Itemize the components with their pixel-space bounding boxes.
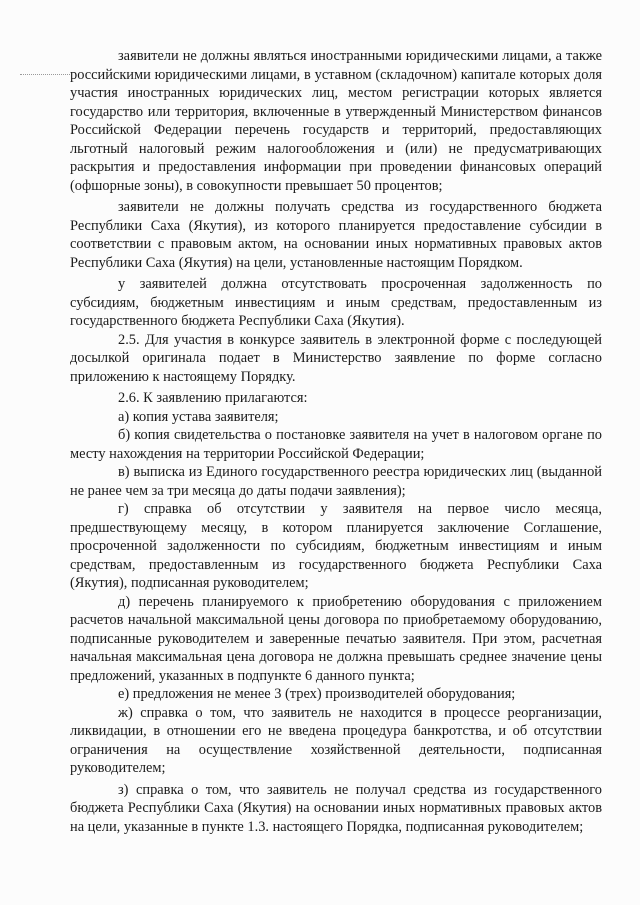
list-item-e: е) предложения не менее 3 (трех) производителей оборудования; (118, 686, 516, 702)
paragraph-2-5: 2.5. Для участия в конкурсе заявитель в электронной форме с последующей досылкой оригинала подает в Министерство заявление по форме согласно приложению к настоящему Порядку. (70, 331, 602, 385)
list-item-v: в) выписка из Единого государственного реестра юридических лиц (выданной не ранее чем за три месяца до даты подачи заявления); (70, 464, 602, 499)
paragraph-foreign-entities: заявители не должны являться иностранными юридическими лицами, а также российскими юридическими лицами, в уставном (складочном) капитале которых доля участия иностранных юридических лиц, местом регистрации которых является государство или территория, включенные в утвержденный Министерством финансов Российской Федерации перечень государств и территорий, предоставляющих льготный налоговый режим налогообложения и (или) не предусматривающих раскрытия и предоставления информации при проведении финансовых операций (офшорные зоны), в совокупности превышает 50 процентов; (70, 48, 602, 194)
list-item-a: а) копия устава заявителя; (118, 408, 279, 425)
list-item-zh: ж) справка о том, что заявитель не находится в процессе реорганизации, ликвидации, в отношении его не введена процедура банкротства, и об отсутствии ограничения на осуществление хозяйственной деятельности, подписанная руководителем; (70, 704, 602, 776)
document-body (70, 47, 602, 836)
paragraph-no-budget-funds: заявители не должны получать средства из государственного бюджета Республики Саха (Якутия), из которого планируется предоставление субсидии в соответствии с правовым актом, на основании иных нормативных правовых актов Республики Саха (Якутия) на цели, установленные настоящим Порядком. (70, 199, 602, 271)
list-item-d: д) перечень планируемого к приобретению оборудования с приложением расчетов начальной максимальной цены договора по приобретаемому оборудованию, подписанные руководителем и заверенные печатью заявителя. При этом, расчетная начальная максимальная цена договора не должна превышать среднее значение цены предложений, указанных в подпункте 6 данного пункта; (70, 593, 602, 684)
paragraph-no-overdue-debt: у заявителей должна отсутствовать просроченная задолженность по субсидиям, бюджетным инвестициям и иным средствам, предоставленным из государственного бюджета Республики Саха (Якутия). (70, 276, 602, 329)
list-item-b: б) копия свидетельства о постановке заявителя на учет в налоговом органе по месту нахождения на территории Российской Федерации; (70, 427, 602, 462)
list-item-g: г) справка об отсутствии у заявителя на первое число месяца, предшествующему месяцу, в котором планируется заключение Соглашение, просроченной задолженности по субсидиям, бюджетным инвестициям и иным средствам, предоставленным из государственного бюджета Республики Саха (Якутия), подписанная руководителем; (70, 501, 602, 591)
scan-artifact (20, 74, 70, 75)
paragraph-2-6: 2.6. К заявлению прилагаются: (118, 390, 308, 406)
list-item-z: з) справка о том, что заявитель не получал средства из государственного бюджета Республики Саха (Якутия) на основании иных нормативных правовых актов на цели, указанные в пункте 1.3. настоящего Порядка, подписанная руководителем; (70, 781, 602, 835)
